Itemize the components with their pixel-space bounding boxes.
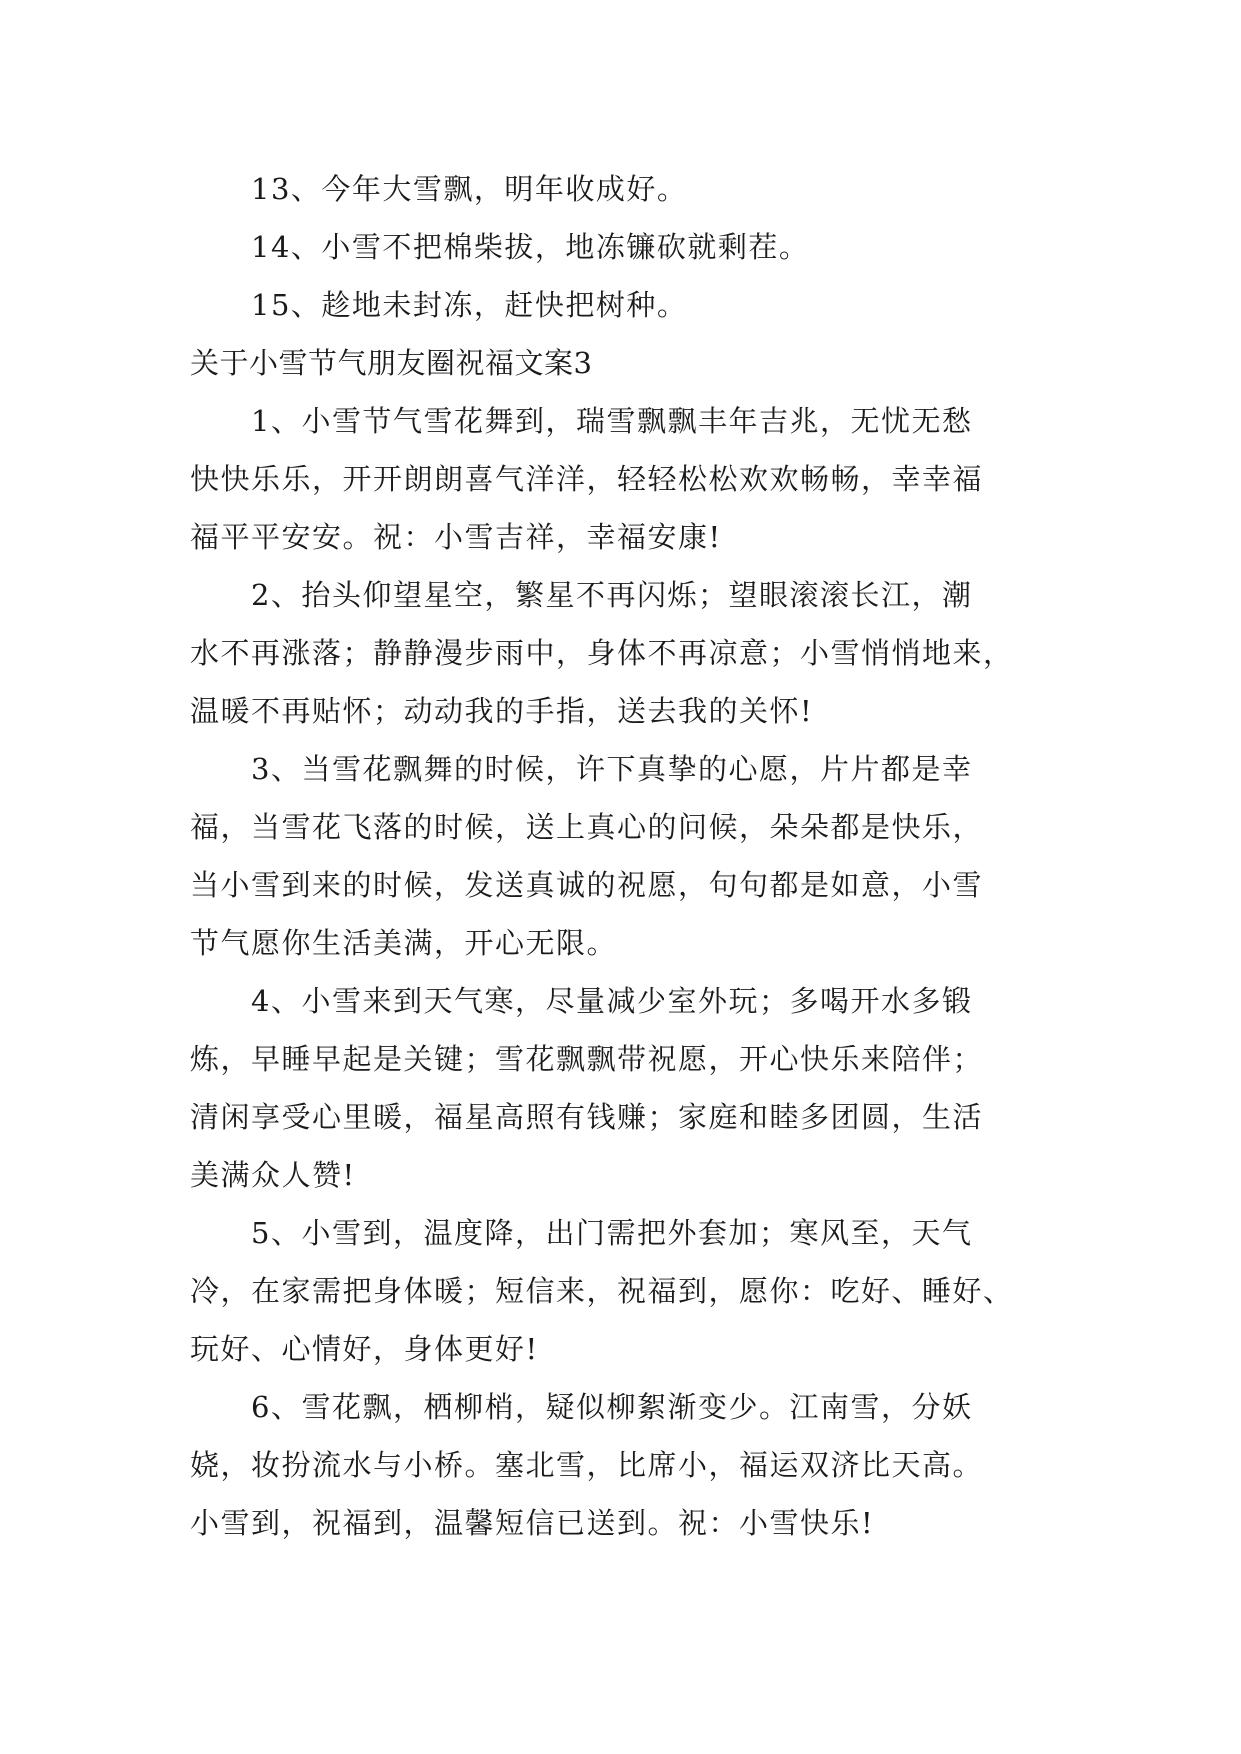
paragraph-line: 福，当雪花飞落的时候，送上真心的问候，朵朵都是快乐， [190,810,984,844]
paragraph-line: 美满众人赞! [190,1158,356,1192]
paragraph-line: 6、雪花飘，栖柳梢，疑似柳絮渐变少。江南雪，分妖 [251,1390,973,1424]
paragraph-line: 水不再涨落；静静漫步雨中，身体不再凉意；小雪悄悄地来， [190,636,1014,670]
paragraph-line: 福平平安安。祝：小雪吉祥，幸福安康! [190,520,722,554]
paragraph-line: 节气愿你生活美满，开心无限。 [190,926,618,960]
paragraph-line: 冷，在家需把身体暖；短信来，祝福到，愿你：吃好、睡好、 [190,1274,1014,1308]
paragraph-line: 2、抬头仰望星空，繁星不再闪烁；望眼滚滚长江，潮 [251,578,973,612]
paragraph-line: 5、小雪到，温度降，出门需把外套加；寒风至，天气 [251,1216,973,1250]
paragraph-line: 3、当雪花飘舞的时候，许下真挚的心愿，片片都是幸 [251,752,973,786]
paragraph-line: 小雪到，祝福到，温馨短信已送到。祝：小雪快乐! [190,1506,875,1540]
section-heading: 关于小雪节气朋友圈祝福文案3 [190,346,593,380]
paragraph-line: 清闲享受心里暖，福星高照有钱赚；家庭和睦多团圆，生活 [190,1100,984,1134]
paragraph-line: 炼，早睡早起是关键；雪花飘飘带祝愿，开心快乐来陪伴； [190,1042,984,1076]
paragraph-line: 1、小雪节气雪花舞到，瑞雪飘飘丰年吉兆，无忧无愁 [251,404,973,438]
proverb-line-13: 13、今年大雪飘，明年收成好。 [251,172,688,206]
paragraph-line: 玩好、心情好，身体更好! [190,1332,539,1366]
document-body [190,160,1070,1552]
proverb-line-15: 15、趁地未封冻，赶快把树种。 [251,288,688,322]
paragraph-line: 温暖不再贴怀；动动我的手指，送去我的关怀! [190,694,814,728]
paragraph-line: 快快乐乐，开开朗朗喜气洋洋，轻轻松松欢欢畅畅，幸幸福 [190,462,984,496]
paragraph-line: 当小雪到来的时候，发送真诚的祝愿，句句都是如意，小雪 [190,868,984,902]
paragraph-line: 娆，妆扮流水与小桥。塞北雪，比席小，福运双济比天高。 [190,1448,984,1482]
paragraph-line: 4、小雪来到天气寒，尽量减少室外玩；多喝开水多锻 [251,984,973,1018]
proverb-line-14: 14、小雪不把棉柴拔，地冻镰砍就剩茬。 [251,230,810,264]
